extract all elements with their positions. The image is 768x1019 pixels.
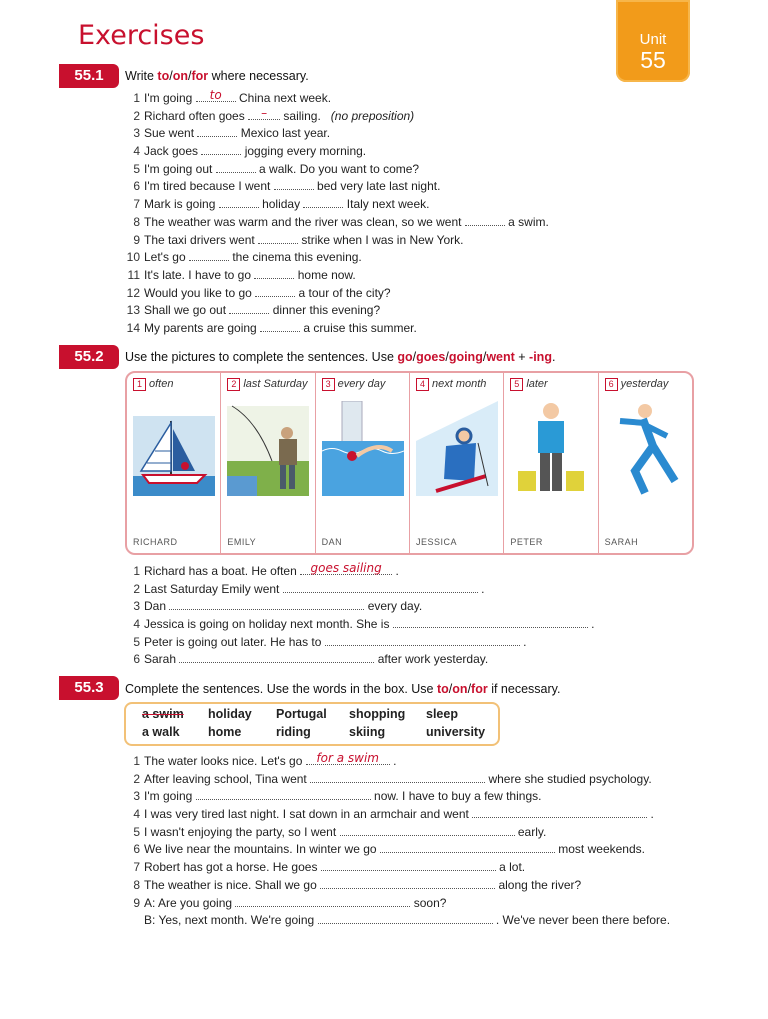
word-box-item: skiing: [349, 725, 386, 739]
answer-blank[interactable]: [465, 213, 505, 226]
list-item: 3 I'm going now. I have to buy a few things.: [133, 789, 542, 804]
list-item: 2 After leaving school, Tina went where she studied psychology.: [133, 771, 652, 786]
picture-shopping: 5 later PETER: [504, 373, 598, 553]
exercise-list-55-1: [124, 89, 549, 337]
answer-blank[interactable]: [235, 894, 410, 907]
list-item: 9 A: Are you going soon?: [133, 895, 447, 910]
list-item: 14 My parents are going a cruise this summer.: [126, 320, 417, 335]
answer-blank[interactable]: –: [248, 107, 280, 120]
list-item: 1 The water looks nice. Let's go for a swim .: [133, 751, 397, 768]
answer-blank[interactable]: [219, 195, 259, 208]
list-item: 1 I'm going to China next week.: [133, 88, 332, 105]
unit-number: 55: [640, 47, 666, 73]
exercise-list-55-2: [124, 562, 595, 668]
word-box-item: a walk: [142, 725, 180, 739]
word-box-item: Portugal: [276, 707, 327, 721]
fishing-illustration: [227, 401, 309, 511]
picture-strip: [125, 371, 694, 555]
list-item: 6 I'm tired because I went bed very late last night.: [133, 179, 441, 194]
word-box-item: riding: [276, 725, 311, 739]
answer-blank[interactable]: for a swim: [306, 752, 390, 765]
answer-blank[interactable]: [189, 248, 229, 261]
list-item: 8 The weather was warm and the river was clean, so we went a swim.: [133, 214, 549, 229]
list-item: 4 Jessica is going on holiday next month. She is .: [133, 617, 595, 632]
exercise-badge-55-3: 55.3: [59, 676, 119, 700]
picture-fishing: 2 last Saturday EMILY: [221, 373, 315, 553]
answer-blank[interactable]: [325, 633, 520, 646]
list-item: 5 I'm going out a walk. Do you want to come?: [133, 161, 420, 176]
answer-blank[interactable]: [393, 615, 588, 628]
list-item: 2 Richard often goes – sailing. (no preposition): [133, 105, 415, 123]
answer-blank[interactable]: [283, 580, 478, 593]
answer-blank[interactable]: [197, 124, 237, 137]
list-item: 6 We live near the mountains. In winter we go most weekends.: [133, 842, 645, 857]
answer-blank[interactable]: [274, 177, 314, 190]
picture-swimming: 3 every day DAN: [316, 373, 410, 553]
answer-blank[interactable]: [321, 858, 496, 871]
page-title: Exercises: [78, 20, 205, 51]
answer-blank[interactable]: [196, 787, 371, 800]
exercise-list-55-3: [124, 752, 670, 929]
answer-blank[interactable]: [258, 231, 298, 244]
list-item: 13 Shall we go out dinner this evening?: [126, 303, 381, 318]
list-item: 9 The taxi drivers went strike when I was in New York.: [133, 232, 464, 247]
list-item: 4 I was very tired last night. I sat down in an armchair and went .: [133, 807, 654, 822]
list-item: 5 I wasn't enjoying the party, so I went early.: [133, 824, 547, 839]
list-item: 7 Robert has got a horse. He goes a lot.: [133, 860, 526, 875]
word-box-item: holiday: [208, 707, 252, 721]
answer-blank[interactable]: [229, 301, 269, 314]
answer-blank[interactable]: [340, 823, 515, 836]
word-box: [124, 702, 500, 746]
answer-blank[interactable]: [255, 284, 295, 297]
skiing-illustration: [416, 401, 498, 511]
shopping-illustration: [510, 401, 592, 511]
exercise-instruction-55-2: Use the pictures to complete the sentences. Use go/goes/going/went + -ing.: [125, 350, 556, 364]
word-box-item: sleep: [426, 707, 458, 721]
picture-sailing: 1 often RICHARD: [127, 373, 221, 553]
word-box-item: university: [426, 725, 486, 739]
exercise-instruction-55-1: Write to/on/for where necessary.: [125, 69, 309, 83]
unit-tab: [616, 0, 690, 82]
unit-label: Unit: [639, 31, 667, 48]
answer-blank[interactable]: [318, 911, 493, 924]
list-item: 7 Mark is going holiday Italy next week.: [133, 197, 430, 212]
answer-blank[interactable]: goes sailing: [300, 562, 392, 575]
list-item: 5 Peter is going out later. He has to .: [133, 634, 527, 649]
answer-blank[interactable]: [216, 160, 256, 173]
answer-blank[interactable]: [260, 319, 300, 332]
exercise-instruction-55-3: Complete the sentences. Use the words in the box. Use to/on/for if necessary.: [125, 682, 561, 696]
answer-blank[interactable]: [380, 840, 555, 853]
answer-blank[interactable]: [472, 805, 647, 818]
list-item: B: Yes, next month. We're going . We've never been there before.: [144, 913, 671, 928]
running-illustration: [605, 401, 687, 511]
answer-blank[interactable]: to: [196, 89, 236, 102]
list-item: 8 The weather is nice. Shall we go along the river?: [133, 877, 582, 892]
list-item: 3 Dan every day.: [133, 599, 423, 614]
sailing-illustration: [133, 401, 215, 511]
list-item: 3 Sue went Mexico last year.: [133, 126, 331, 141]
answer-blank[interactable]: [310, 770, 485, 783]
picture-running: 6 yesterday SARAH: [599, 373, 692, 553]
exercise-badge-55-2: 55.2: [59, 345, 119, 369]
exercise-badge-55-1: 55.1: [59, 64, 119, 88]
word-box-item: home: [208, 725, 242, 739]
swimming-illustration: [322, 401, 404, 511]
list-item: 1 Richard has a boat. He often goes sailing .: [133, 561, 399, 578]
answer-blank[interactable]: [179, 650, 374, 663]
list-item: 12 Would you like to go a tour of the city?: [126, 285, 391, 300]
word-box-item: a swim: [142, 707, 184, 721]
list-item: 11 It's late. I have to go home now.: [127, 267, 356, 282]
answer-blank[interactable]: [254, 266, 294, 279]
list-item: 2 Last Saturday Emily went .: [133, 581, 485, 596]
answer-blank[interactable]: [303, 195, 343, 208]
answer-blank[interactable]: [169, 597, 364, 610]
answer-blank[interactable]: [201, 142, 241, 155]
answer-blank[interactable]: [320, 876, 495, 889]
list-item: 6 Sarah after work yesterday.: [133, 652, 489, 667]
list-item: 4 Jack goes jogging every morning.: [133, 144, 367, 159]
list-item: 10 Let's go the cinema this evening.: [126, 250, 362, 265]
picture-skiing: 4 next month JESSICA: [410, 373, 504, 553]
word-box-item: shopping: [349, 707, 406, 721]
